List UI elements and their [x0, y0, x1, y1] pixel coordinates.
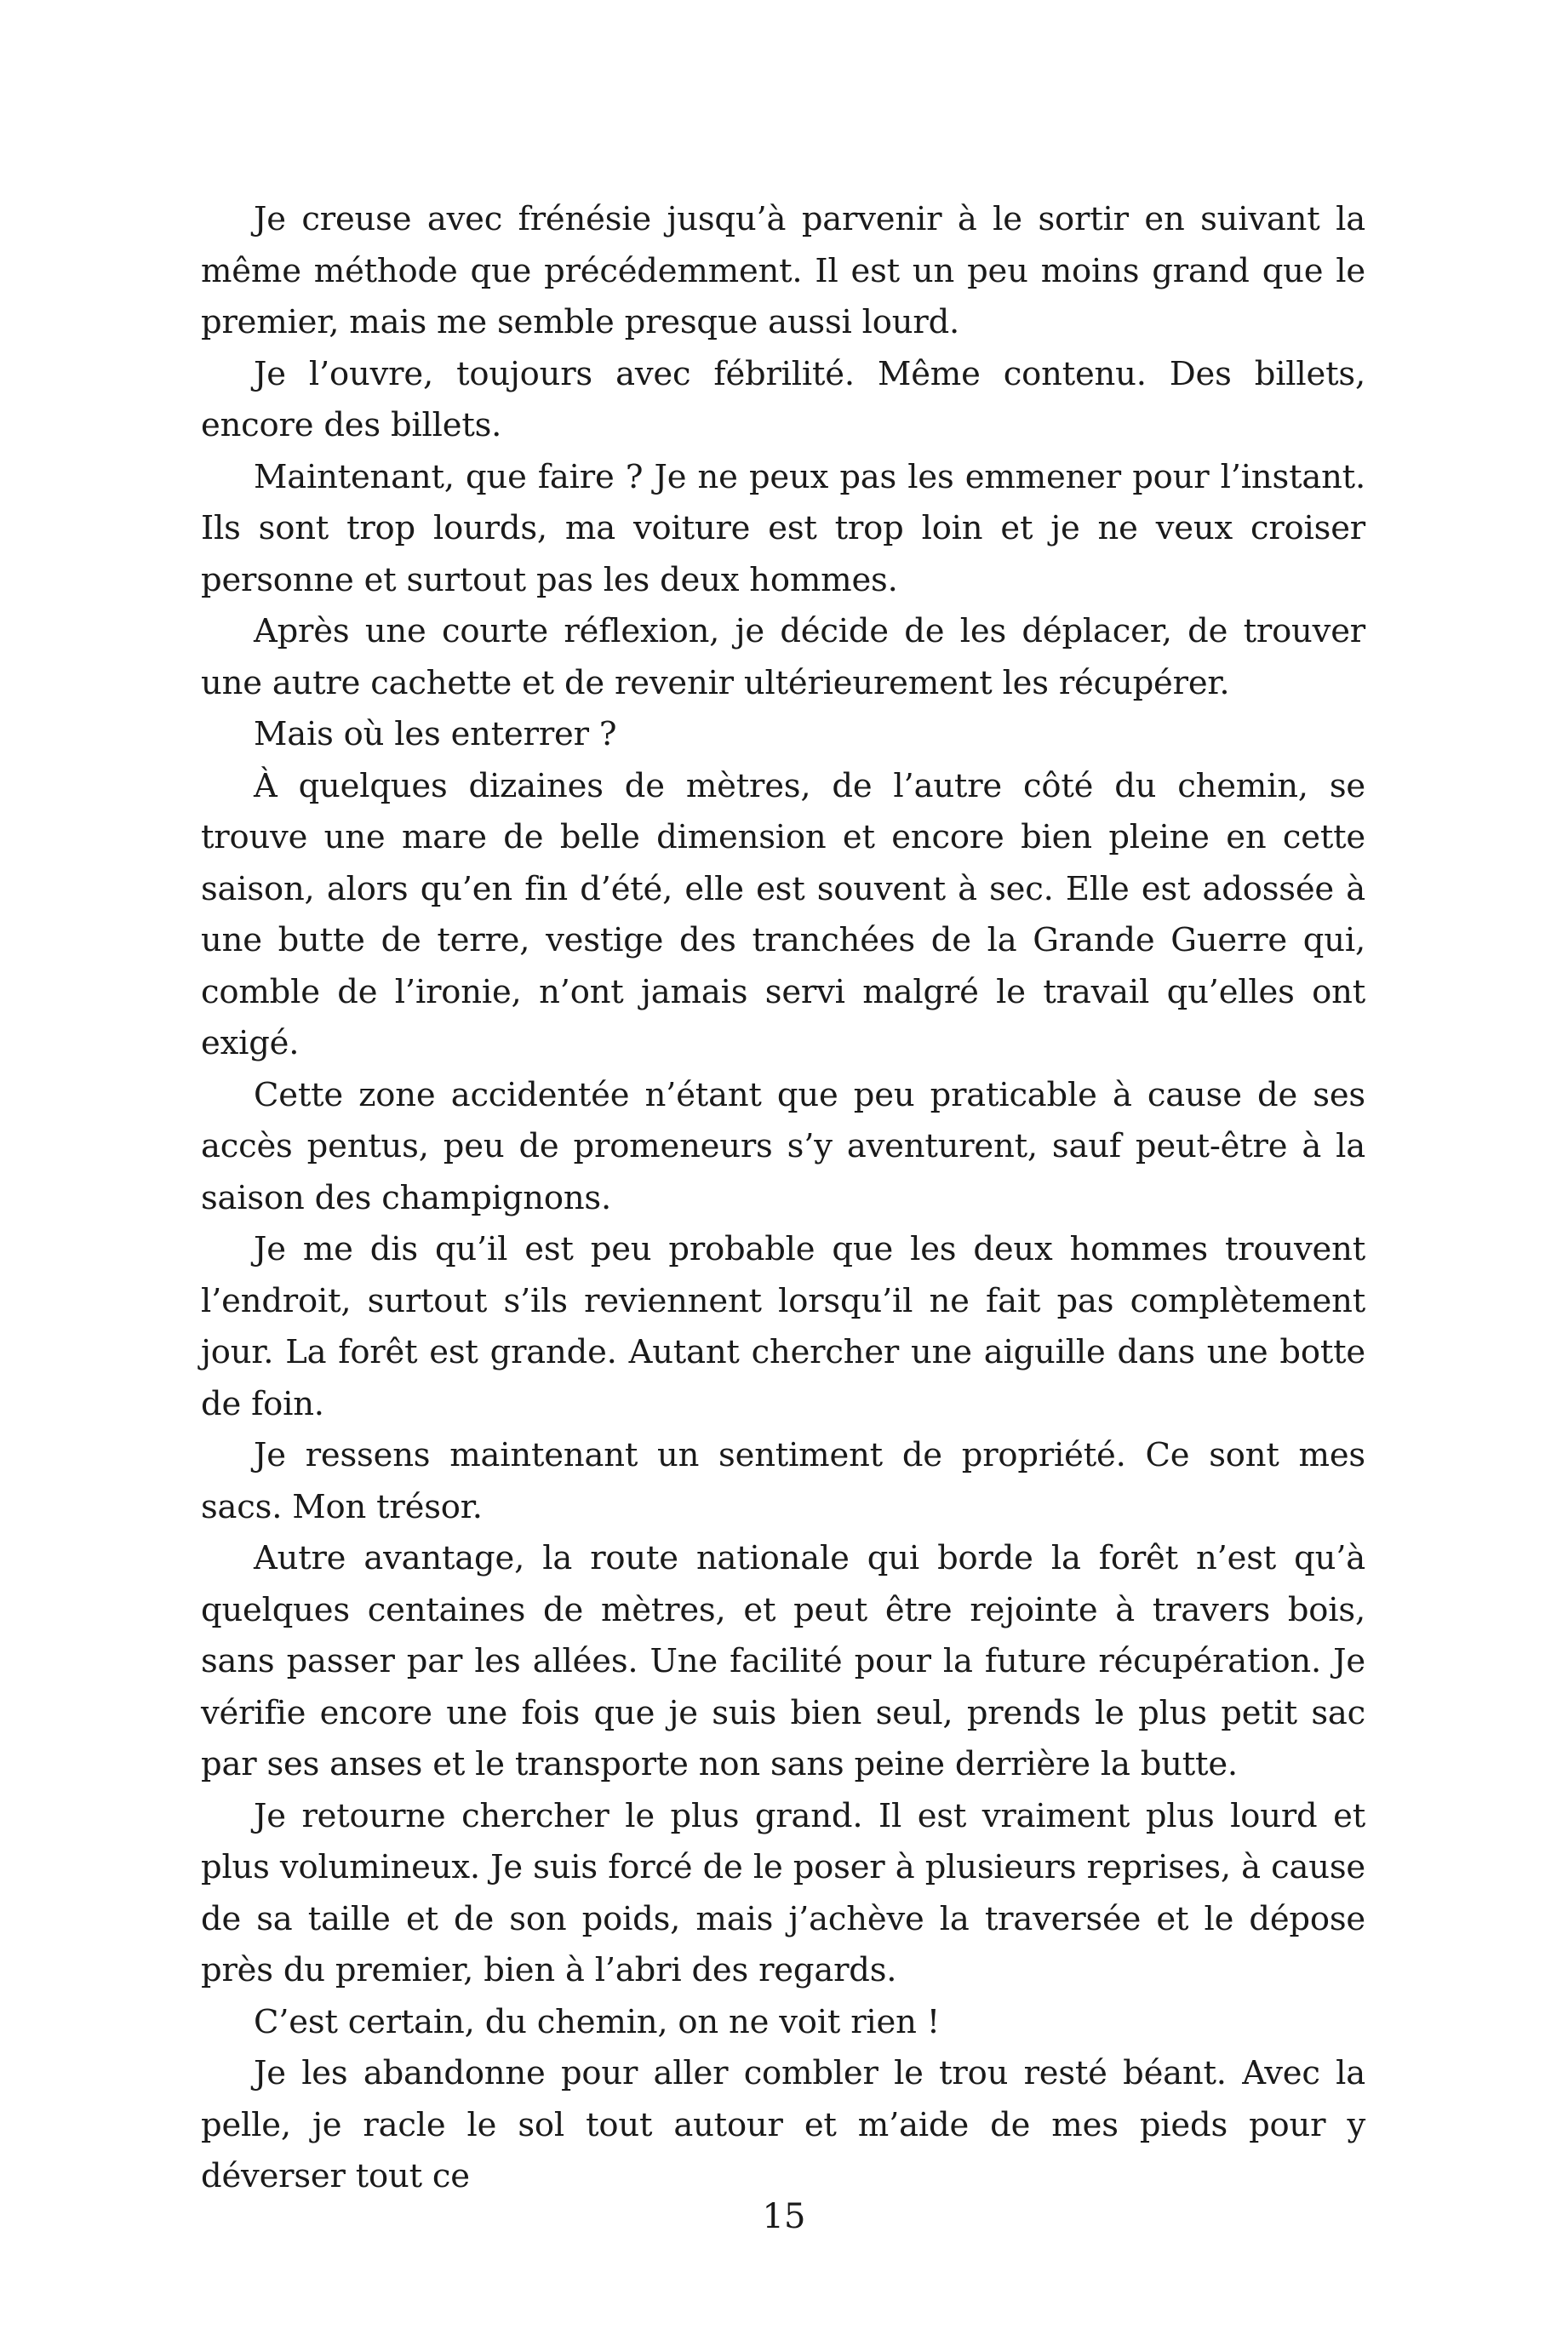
paragraph: Autre avantage, la route nationale qui borde la forêt n’est qu’à quelques centaines de mètres, et peut être rejointe à travers bois, sans passer par les allées. Une facilité pour la future récupération. Je vérifie encore une fois que je suis bien seul, prends le plus petit sac par ses anses et le transporte non sans peine derrière la butte. [201, 1539, 1365, 1783]
page-body [201, 194, 1365, 2203]
paragraph: Mais où les enterrer ? [254, 715, 617, 753]
paragraph: Cette zone accidentée n’étant que peu praticable à cause de ses accès pentus, peu de promeneurs s’y aventurent, sauf peut-être à la saison des champignons. [201, 1075, 1365, 1217]
paragraph: Je ressens maintenant un sentiment de propriété. Ce sont mes sacs. Mon trésor. [201, 1436, 1365, 1526]
paragraph: Je me dis qu’il est peu probable que les deux hommes trouvent l’endroit, surtout s’ils reviennent lorsqu’il ne fait pas complètement jour. La forêt est grande. Autant chercher une aiguille dans une botte de foin. [201, 1230, 1365, 1423]
paragraph: Je les abandonne pour aller combler le trou resté béant. Avec la pelle, je racle le sol tout autour et m’aide de mes pieds pour y déverser tout ce [201, 2054, 1365, 2195]
paragraph: Après une courte réflexion, je décide de les déplacer, de trouver une autre cachette et de revenir ultérieurement les récupérer. [201, 612, 1365, 702]
paragraph: C’est certain, du chemin, on ne voit rien ! [254, 2002, 941, 2041]
paragraph: À quelques dizaines de mètres, de l’autre côté du chemin, se trouve une mare de belle dimension et encore bien pleine en cette saison, alors qu’en fin d’été, elle est souvent à sec. Elle est adossée à une butte de terre, vestige des tranchées de la Grande Guerre qui, comble de l’ironie, n’ont jamais servi malgré le travail qu’elles ont exigé. [201, 766, 1365, 1062]
paragraph: Je retourne chercher le plus grand. Il est vraiment plus lourd et plus volumineux. Je suis forcé de le poser à plusieurs reprises, à cause de sa taille et de son poids, mais j’achève la traversée et le dépose près du premier, bien à l’abri des regards. [201, 1796, 1365, 1989]
paragraph: Maintenant, que faire ? Je ne peux pas les emmener pour l’instant. Ils sont trop lourds, ma voiture est trop loin et je ne veux croiser personne et surtout pas les deux hommes. [201, 457, 1365, 599]
paragraph: Je creuse avec frénésie jusqu’à parvenir à le sortir en suivant la même méthode que précédemment. Il est un peu moins grand que le premier, mais me semble presque aussi lourd. [201, 200, 1365, 341]
paragraph: Je l’ouvre, toujours avec fébrilité. Même contenu. Des billets, encore des billets. [201, 354, 1365, 444]
page-number: 15 [762, 2197, 806, 2236]
